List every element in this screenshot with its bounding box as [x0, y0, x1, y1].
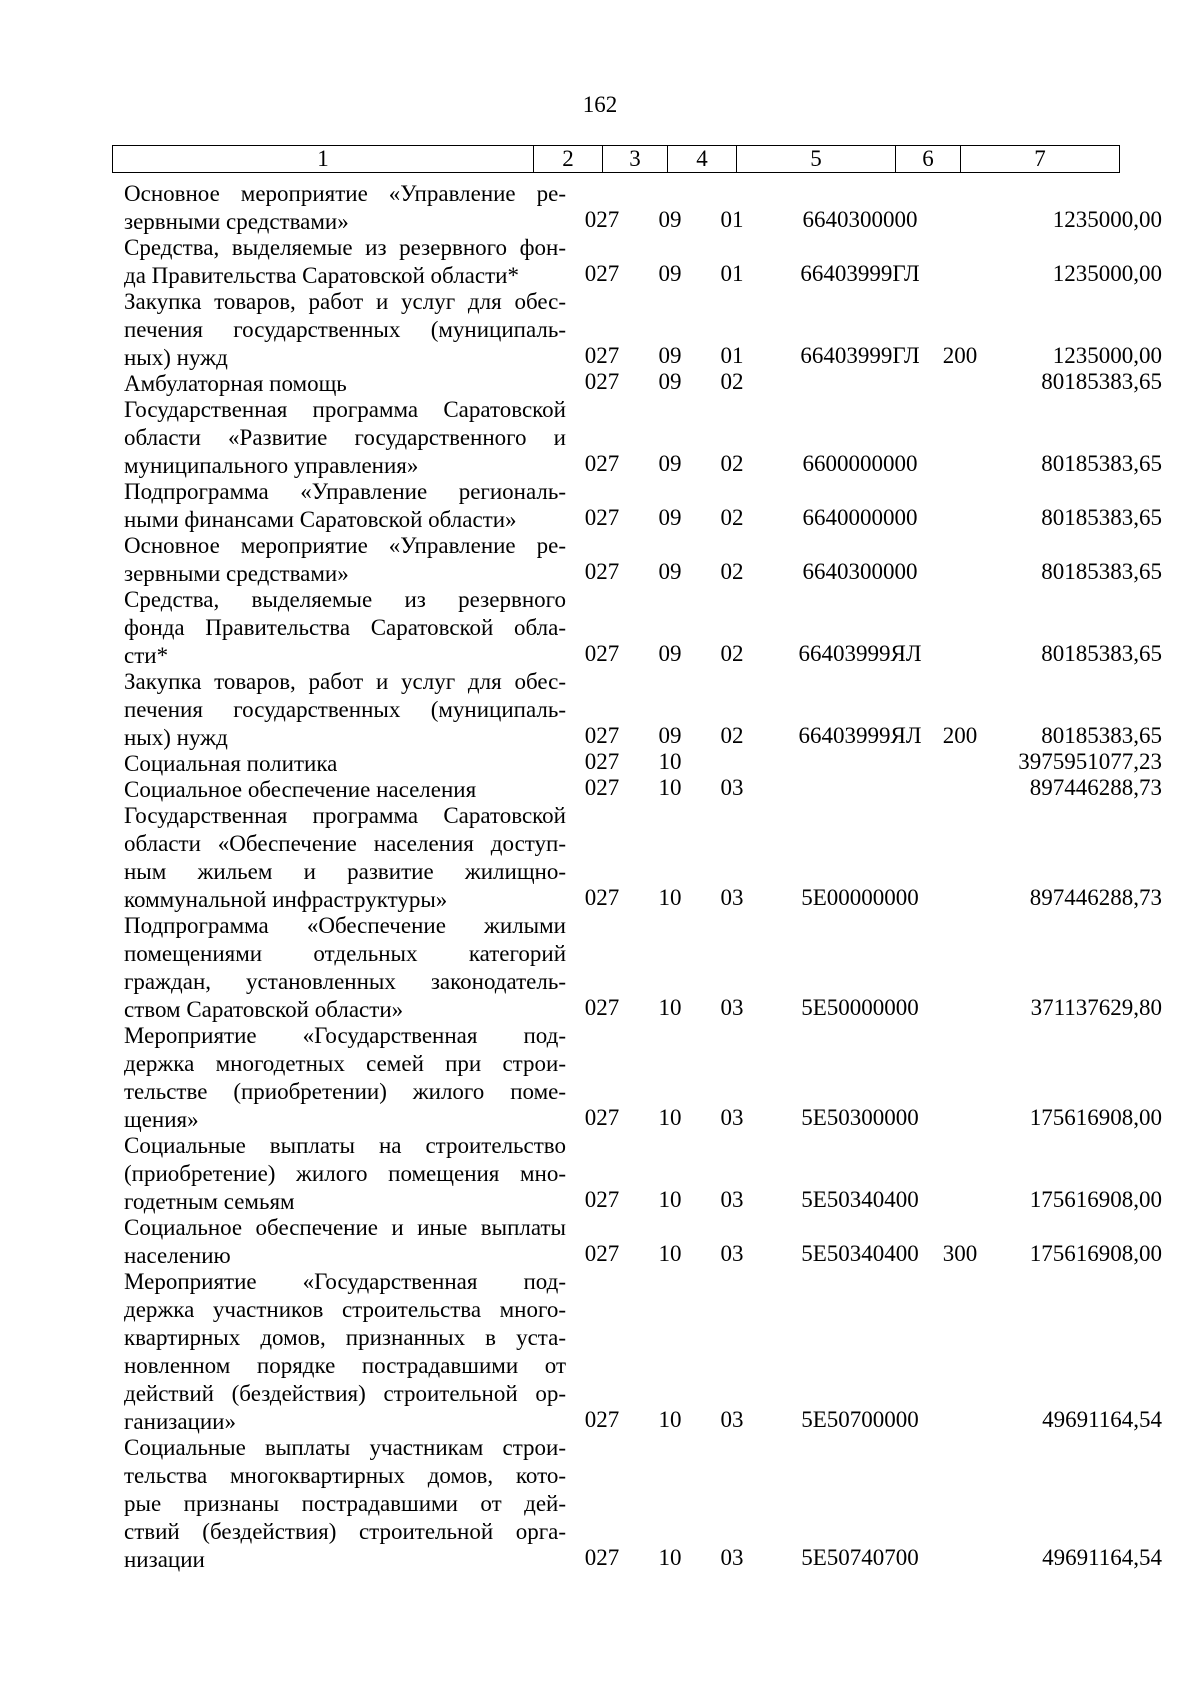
description-line: держка многодетных семей при строи- [124, 1051, 566, 1076]
description-line: печения государственных (муниципаль- [124, 317, 566, 342]
cell-c4: 01 [720, 261, 744, 286]
cell-c4: 03 [720, 885, 744, 910]
row-description [124, 776, 566, 804]
cell-c7: 1235000,00 [1052, 261, 1162, 286]
cell-c3: 10 [658, 749, 682, 774]
cell-c3: 10 [658, 1105, 682, 1130]
cell-c2: 027 [584, 885, 620, 910]
cell-c5: 5Е00000000 [801, 885, 919, 910]
description-line: Амбулаторная помощь [124, 371, 347, 396]
table-row [0, 750, 1200, 776]
cell-c4: 02 [720, 723, 744, 748]
cell-c7: 175616908,00 [1029, 1187, 1162, 1212]
description-line: фонда Правительства Саратовской обла- [124, 615, 566, 640]
column-header: 6 [896, 146, 961, 173]
cell-c3: 09 [658, 559, 682, 584]
description-line: Социальные выплаты на строительство [124, 1133, 566, 1158]
cell-c4: 03 [720, 1241, 744, 1266]
row-description [124, 668, 566, 752]
cell-c5: 5Е50300000 [801, 1105, 919, 1130]
cell-c6: 300 [942, 1241, 978, 1266]
cell-c7: 80185383,65 [1041, 641, 1162, 666]
row-description [124, 1132, 566, 1216]
cell-c4: 01 [720, 343, 744, 368]
cell-c7: 3975951077,23 [1018, 749, 1162, 774]
cell-c2: 027 [584, 451, 620, 476]
description-line: Социальное обеспечение населения [124, 777, 477, 802]
cell-c3: 09 [658, 369, 682, 394]
description-line: зервными средствами» [124, 561, 349, 586]
description-line: годетным семьям [124, 1189, 295, 1214]
cell-c4: 02 [720, 559, 744, 584]
description-line: Подпрограмма «Обеспечение жилыми [124, 913, 566, 938]
cell-c7: 49691164,54 [1042, 1545, 1162, 1570]
row-description [124, 1022, 566, 1134]
cell-c4: 03 [720, 775, 744, 800]
cell-c3: 09 [658, 261, 682, 286]
cell-c7: 80185383,65 [1041, 723, 1162, 748]
cell-c2: 027 [584, 207, 620, 232]
cell-c7: 1235000,00 [1052, 207, 1162, 232]
cell-c5: 6640000000 [802, 505, 918, 530]
description-line: зервными средствами» [124, 209, 349, 234]
row-description [124, 180, 566, 236]
description-line: ных) нужд [124, 345, 228, 370]
cell-c2: 027 [584, 369, 620, 394]
cell-c3: 10 [658, 885, 682, 910]
description-line: ганизации» [124, 1409, 236, 1434]
cell-c4: 01 [720, 207, 744, 232]
cell-c5: 6600000000 [802, 451, 918, 476]
cell-c6: 200 [942, 723, 978, 748]
cell-c3: 09 [658, 505, 682, 530]
table-row [0, 1214, 1200, 1268]
cell-c2: 027 [584, 1187, 620, 1212]
cell-c7: 1235000,00 [1052, 343, 1162, 368]
description-line: рые признаны пострадавшими от дей- [124, 1491, 566, 1516]
description-line: Средства, выделяемые из резервного фон- [124, 235, 566, 260]
row-description [124, 532, 566, 588]
cell-c3: 10 [658, 995, 682, 1020]
cell-c3: 10 [658, 1241, 682, 1266]
table-row [0, 1268, 1200, 1434]
description-line: новленном порядке пострадавшими от [124, 1353, 566, 1378]
description-line: Подпрограмма «Управление региональ- [124, 479, 566, 504]
cell-c5: 5Е50340400 [801, 1187, 919, 1212]
cell-c7: 80185383,65 [1041, 559, 1162, 584]
table-row [0, 586, 1200, 668]
cell-c3: 10 [658, 1187, 682, 1212]
description-line: ными финансами Саратовской области» [124, 507, 517, 532]
cell-c3: 10 [658, 775, 682, 800]
cell-c5: 66403999ЯЛ [798, 641, 922, 666]
cell-c2: 027 [584, 343, 620, 368]
description-line: низации [124, 1547, 205, 1572]
cell-c3: 09 [658, 723, 682, 748]
description-line: Социальное обеспечение и иные выплаты [124, 1215, 566, 1240]
row-description [124, 234, 566, 290]
description-line: квартирных домов, признанных в уста- [124, 1325, 566, 1350]
row-description [124, 750, 566, 778]
column-header: 5 [737, 146, 896, 173]
description-line: ных) нужд [124, 725, 228, 750]
description-line: Социальная политика [124, 751, 338, 776]
description-line: действий (бездействия) строительной ор- [124, 1381, 566, 1406]
table-row [0, 1132, 1200, 1214]
cell-c2: 027 [584, 559, 620, 584]
description-line: (приобретение) жилого помещения мно- [124, 1161, 566, 1186]
description-line: коммунальной инфраструктуры» [124, 887, 448, 912]
description-line: Закупка товаров, работ и услуг для обес- [124, 669, 566, 694]
cell-c5: 5Е50700000 [801, 1407, 919, 1432]
column-header-row [113, 146, 1120, 173]
cell-c5: 66403999ГЛ [800, 261, 920, 286]
description-line: сти* [124, 643, 169, 668]
column-header-table [112, 145, 1120, 173]
cell-c2: 027 [584, 1241, 620, 1266]
cell-c2: 027 [584, 505, 620, 530]
description-line: Закупка товаров, работ и услуг для обес- [124, 289, 566, 314]
cell-c5: 6640300000 [802, 559, 918, 584]
row-description [124, 586, 566, 670]
table-row [0, 288, 1200, 370]
table-row [0, 396, 1200, 478]
cell-c4: 02 [720, 505, 744, 530]
cell-c7: 49691164,54 [1042, 1407, 1162, 1432]
description-line: Социальные выплаты участникам строи- [124, 1435, 566, 1460]
page-number: 162 [582, 92, 618, 117]
cell-c3: 10 [658, 1545, 682, 1570]
table-row [0, 668, 1200, 750]
description-line: области «Обеспечение населения доступ- [124, 831, 566, 856]
cell-c4: 03 [720, 1545, 744, 1570]
row-description [124, 288, 566, 372]
description-line: печения государственных (муниципаль- [124, 697, 566, 722]
cell-c2: 027 [584, 723, 620, 748]
description-line: Государственная программа Саратовской [124, 397, 566, 422]
description-line: Основное мероприятие «Управление ре- [124, 181, 566, 206]
table-row [0, 1022, 1200, 1132]
column-header: 4 [668, 146, 737, 173]
description-line: помещениями отдельных категорий [124, 941, 566, 966]
description-line: Основное мероприятие «Управление ре- [124, 533, 566, 558]
cell-c7: 80185383,65 [1041, 451, 1162, 476]
row-description [124, 370, 566, 398]
cell-c5: 66403999ЯЛ [798, 723, 922, 748]
table-row [0, 180, 1200, 234]
description-line: Мероприятие «Государственная под- [124, 1269, 566, 1294]
description-line: тельстве (приобретении) жилого поме- [124, 1079, 566, 1104]
description-line: Государственная программа Саратовской [124, 803, 566, 828]
table-row [0, 234, 1200, 288]
description-line: да Правительства Саратовской области* [124, 263, 519, 288]
cell-c7: 175616908,00 [1029, 1105, 1162, 1130]
description-line: ным жильем и развитие жилищно- [124, 859, 566, 884]
cell-c2: 027 [584, 1407, 620, 1432]
description-line: щения» [124, 1107, 199, 1132]
cell-c5: 5Е50740700 [801, 1545, 919, 1570]
cell-c3: 09 [658, 451, 682, 476]
cell-c2: 027 [584, 1545, 620, 1570]
description-line: ством Саратовской области» [124, 997, 404, 1022]
cell-c4: 03 [720, 1187, 744, 1212]
cell-c4: 02 [720, 641, 744, 666]
cell-c4: 03 [720, 1407, 744, 1432]
cell-c7: 80185383,65 [1041, 505, 1162, 530]
cell-c5: 6640300000 [802, 207, 918, 232]
cell-c3: 09 [658, 343, 682, 368]
table-row [0, 370, 1200, 396]
cell-c5: 5Е50000000 [801, 995, 919, 1020]
cell-c4: 02 [720, 451, 744, 476]
description-line: муниципального управления» [124, 453, 419, 478]
description-line: области «Развитие государственного и [124, 425, 566, 450]
cell-c7: 371137629,80 [1030, 995, 1162, 1020]
column-header: 2 [534, 146, 603, 173]
column-header: 1 [113, 146, 534, 173]
row-description [124, 478, 566, 534]
cell-c3: 10 [658, 1407, 682, 1432]
cell-c2: 027 [584, 1105, 620, 1130]
cell-c2: 027 [584, 261, 620, 286]
cell-c2: 027 [584, 749, 620, 774]
description-line: Средства, выделяемые из резервного [124, 587, 566, 612]
cell-c2: 027 [584, 641, 620, 666]
budget-rows [0, 180, 1200, 1572]
row-description [124, 1214, 566, 1270]
cell-c6: 200 [942, 343, 978, 368]
row-description [124, 1268, 566, 1436]
row-description [124, 802, 566, 914]
cell-c7: 80185383,65 [1041, 369, 1162, 394]
table-row [0, 802, 1200, 912]
cell-c3: 09 [658, 641, 682, 666]
description-line: держка участников строительства много- [124, 1297, 566, 1322]
cell-c4: 02 [720, 369, 744, 394]
description-line: тельства многоквартирных домов, кото- [124, 1463, 566, 1488]
cell-c2: 027 [584, 995, 620, 1020]
table-row [0, 478, 1200, 532]
row-description [124, 1434, 566, 1574]
table-row [0, 1434, 1200, 1572]
table-row [0, 532, 1200, 586]
cell-c2: 027 [584, 775, 620, 800]
table-row [0, 912, 1200, 1022]
cell-c4: 03 [720, 995, 744, 1020]
description-line: граждан, установленных законодатель- [124, 969, 566, 994]
table-row [0, 776, 1200, 802]
description-line: Мероприятие «Государственная под- [124, 1023, 566, 1048]
row-description [124, 396, 566, 480]
cell-c3: 09 [658, 207, 682, 232]
column-header: 3 [603, 146, 668, 173]
cell-c7: 897446288,73 [1029, 775, 1162, 800]
description-line: ствий (бездействия) строительной орга- [124, 1519, 566, 1544]
cell-c4: 03 [720, 1105, 744, 1130]
cell-c7: 175616908,00 [1029, 1241, 1162, 1266]
cell-c7: 897446288,73 [1029, 885, 1162, 910]
cell-c5: 66403999ГЛ [800, 343, 920, 368]
row-description [124, 912, 566, 1024]
description-line: населению [124, 1243, 231, 1268]
column-header: 7 [961, 146, 1120, 173]
cell-c5: 5Е50340400 [801, 1241, 919, 1266]
